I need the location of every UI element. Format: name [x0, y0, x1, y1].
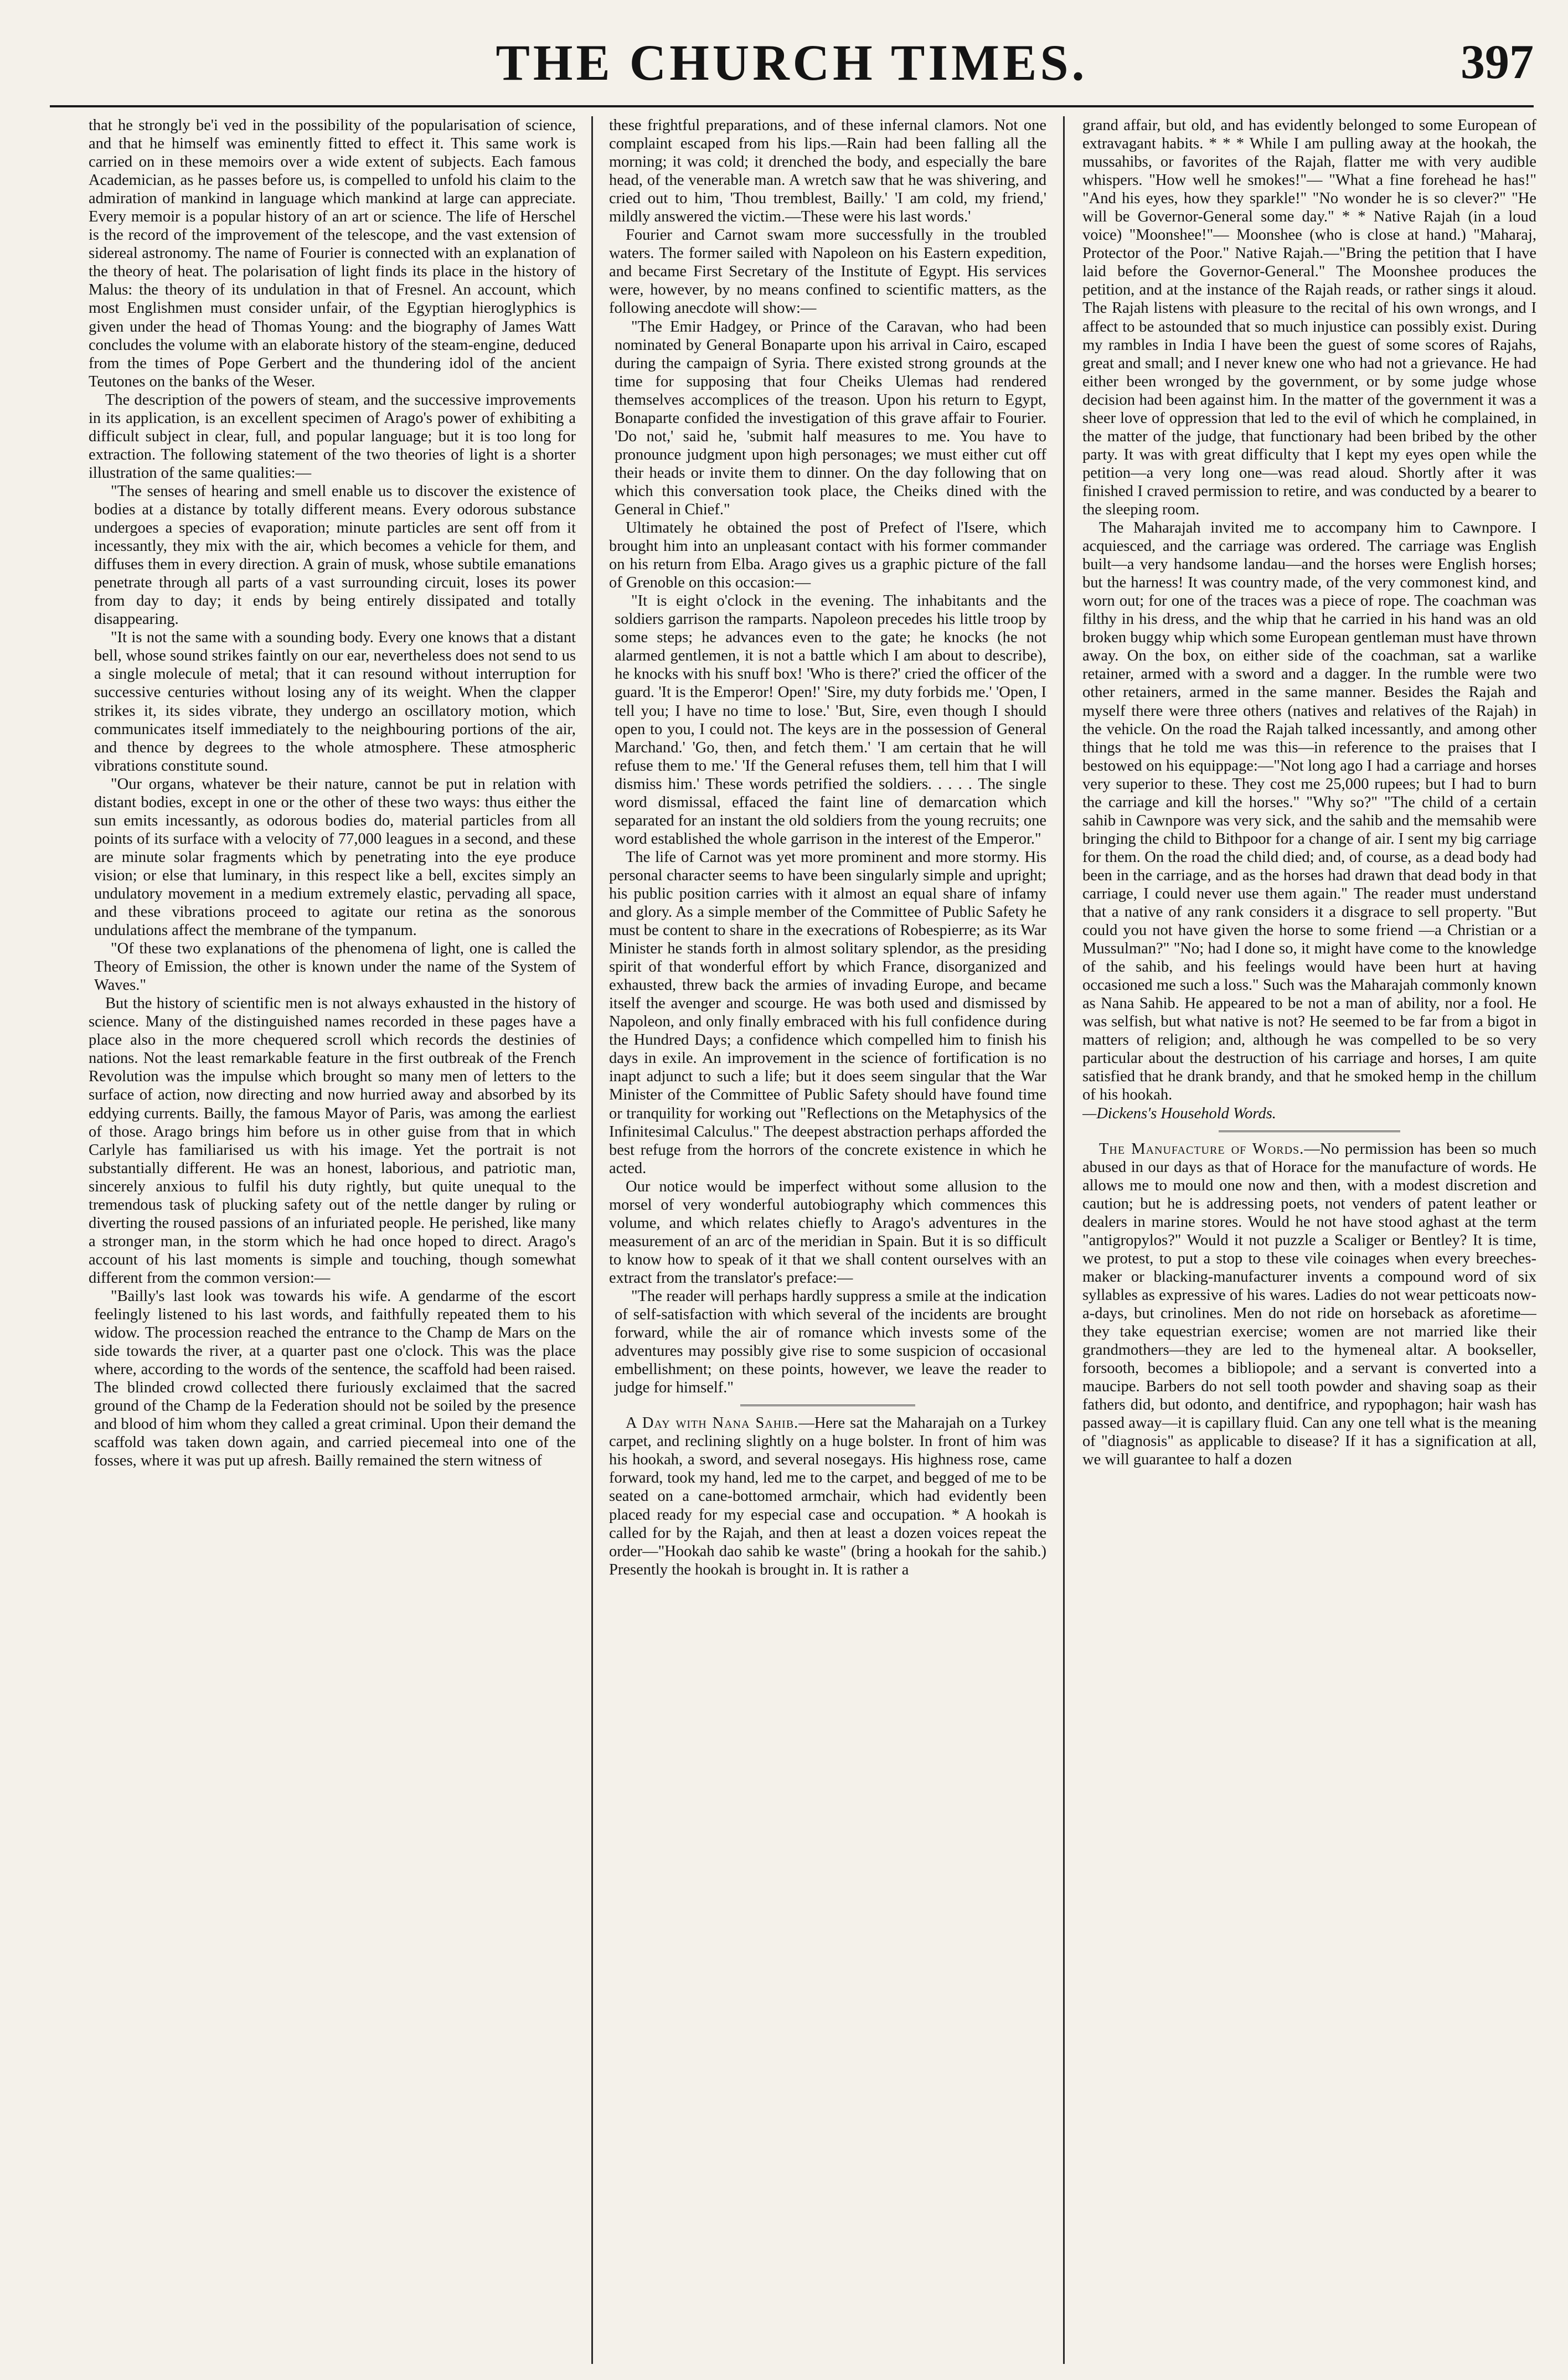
column-left — [89, 116, 576, 2358]
quoted-paragraph: "Bailly's last look was towards his wife. A gendarme of the escort feelingly listened to his last words, and faithfully repeated them to his widow. The procession reached the entrance to the Champ de Mars on the side towards the river, at a quarter past one o'clock. This was the place where, according to the words of the sentence, the scaffold had been raised. The blinded crowd collected there furiously exclaimed that the sacred ground of the Champ de la Federation should not be soiled by the presence and blood of him whom they called a great criminal. Upon their demand the scaffold was taken down again, and carried piecemeal into one of the fosses, where it was put up afresh. Bailly remained the stern witness of — [94, 1288, 576, 1470]
paragraph: that he strongly be'i ved in the possibility of the popularisation of science, and that he himself was eminently fitted to effect it. This same work is carried on in these memoirs over a wide extent of subjects. Each famous Academician, as he passes before us, is compelled to unfold his claim to the admiration of mankind in language which mankind at large can appreciate. Every memoir is a popular history of an art or science. The life of Herschel is the record of the improvement of the telescope, and the vast extension of sidereal astronomy. The name of Fourier is connected with an explanation of the theory of heat. The polarisation of light finds its place in the history of Malus: the theory of its undulation in that of Fresnel. An account, which most Englishmen must consider unfair, of the Egyptian hieroglyphics is given under the head of Thomas Young: and the biography of James Watt concludes the volume with an elaborate history of the steam-engine, deduced from the times of Pope Gerbert and the thundering idol of the ancient Teutones on the banks of the Weser. — [89, 117, 576, 390]
page-number: 397 — [1461, 35, 1534, 89]
article-text: —Here sat the Maharajah on a Turkey carpet, and reclining slightly on a huge bolster. In front of him was his hookah, a sword, and several nosegays. His highness rose, came forward, took my hand, led me to the carpet, and begged of me to be seated on a cane-bottomed armchair, which had evidently been placed ready for my especial case and occupation. * A hookah is called for by the Rajah, and then at least a dozen voices repeat the order—"Hookah dao sahib ke waste" (bring a hookah for the sahib.) Presently the hookah is brought in. It is rather a — [609, 1414, 1046, 1578]
article-heading: The Manufacture of Words. — [1099, 1140, 1304, 1158]
column-divider — [1063, 116, 1065, 2364]
article-paragraph — [1082, 1140, 1536, 1469]
quoted-paragraph: "Our organs, whatever be their nature, cannot be put in relation with distant bodies, except in one or the other of these two ways: thus either the sun emits incessantly, as odorous bodies do, material particles from all points of its surface with a velocity of 77,000 leagues in a second, and these are minute solar fragments which by penetrating into the eye produce vision; or else that luminary, in this respect like a bell, excites simply an undulatory movement in a medium extremely elastic, pervading all space, and these vibrations proceed to agitate our retina as the sonorous undulations affect the membrane of the tympanum. — [94, 775, 576, 939]
section-separator — [740, 1405, 915, 1406]
masthead — [50, 22, 1534, 107]
article-heading: A Day with Nana Sahib. — [626, 1414, 799, 1432]
quoted-paragraph: "The Emir Hadgey, or Prince of the Caravan, who had been nominated by General Bonaparte upon his arrival in Cairo, escaped during the campaign of Syria. There existed strong grounds at the time for supposing that four Cheiks Ulemas had rendered themselves accomplices of the treason. Upon his return to Egypt, Bonaparte confided the investigation of this grave affair to Fourier. 'Do not,' said he, 'submit half measures to me. You have to pronounce judgment upon high personages; we must either cut off their heads or invite them to dinner. On the day following that on which this conversation took place, the Cheiks dined with the General in Chief." — [615, 318, 1046, 518]
paragraph: Ultimately he obtained the post of Prefect of l'Isere, which brought him into an unpleasant contact with his former commander on his return from Elba. Arago gives us a graphic picture of the fall of Grenoble on this occasion:— — [609, 519, 1046, 592]
column-divider — [591, 116, 593, 2364]
quoted-paragraph: "It is not the same with a sounding body. Every one knows that a distant bell, whose sound strikes faintly on our ear, nevertheless does not send to us a single molecule of metal; that it can resound without interruption for successive centuries without losing any of its weight. When the clapper strikes it, its sides vibrate, they undergo an oscillatory motion, which communicates itself immediately to the neighbouring portions of the air, and thence by degrees to the whole atmosphere. These atmospheric vibrations constitute sound. — [94, 629, 576, 775]
quoted-paragraph: "The senses of hearing and smell enable us to discover the existence of bodies at a distance by totally different means. Every odorous substance undergoes a species of evaporation; minute particles are sent off from it incessantly, they mix with the air, which becomes a vehicle for them, and diffuses them in every direction. A grain of musk, whose subtile emanations penetrate through all parts of a vast surrounding circuit, loses its power from day to day; it ends by being entirely dissipated and totally disappearing. — [94, 482, 576, 628]
paragraph: Our notice would be imperfect without some allusion to the morsel of very wonderful autobiography which commences this volume, and which relates chiefly to Arago's adventures in the measurement of an arc of the meridian in Spain. But it is so difficult to know how to speak of it that we shall content ourselves with an extract from the translator's preface:— — [609, 1178, 1046, 1287]
column-middle — [609, 116, 1046, 2358]
paragraph: The description of the powers of steam, and the successive improvements in its application, is an excellent specimen of Arago's power of exhibiting a difficult subject in clear, full, and popular language; but it is too long for extraction. The following statement of the two theories of light is a shorter illustration of the same qualities:— — [89, 391, 576, 482]
paragraph: The life of Carnot was yet more prominent and more stormy. His personal character seems to have been singularly simple and upright; his public position carries with it almost an equal share of infamy and glory. As a simple member of the Committee of Public Safety he must be content to share in the execrations of Robespierre; as its War Minister he stands forth in almost solitary splendor, as the presiding spirit of that wonderful effort by which France, disorganized and exhausted, threw back the armies of invading Europe, and became itself the avenger and scourge. He was both used and dismissed by Napoleon, and only finally embraced with his full confidence during the Hundred Days; a confidence which compelled him to finish his days in exile. An improvement in the science of fortification is no inapt adjunct to such a life; but it does seem singular that the War Minister of the Committee of Public Safety should have found time or tranquility for working out "Reflections on the Metaphysics of the Infinitesimal Calculus." The deepest abstraction perhaps afforded the best refuge from the horrors of the concrete existence in which he acted. — [609, 848, 1046, 1177]
section-separator — [1219, 1130, 1400, 1132]
paragraph: But the history of scientific men is not always exhausted in the history of science. Many of the distinguished names recorded in these pages have a place also in the more chequered scroll which records the destinies of nations. Not the least remarkable feature in the first outbreak of the French Revolution was the impulse which brought so many men of letters to the surface of action, now directing and now hurried away and absorbed by its eddying currents. Bailly, the famous Mayor of Paris, was among the earliest of those. Arago brings him before us in other guise from that in which Carlyle has familiarised us with his image. Yet the portrait is not substantially different. He was an honest, laborious, and patriotic man, sincerely anxious to fulfil his duty rightly, but quite unequal to the tremendous task of plucking safety out of the nettle danger by ruling or diverting the roused passions of an infuriated people. He perished, like many a stronger man, in the storm which he had once hoped to direct. Arago's account of his last moments is simple and touching, though somewhat different from the common version:— — [89, 995, 576, 1287]
quoted-paragraph: "Of these two explanations of the phenomena of light, one is called the Theory of Emission, the other is known under the name of the System of Waves." — [94, 940, 576, 994]
paragraph: The Maharajah invited me to accompany him to Cawnpore. I acquiesced, and the carriage was ordered. The carriage was English built—a very handsome landau—and the horses were English horses; but the harness! It was country made, of the very commonest kind, and worn out; for one of the traces was a piece of rope. The coachman was filthy in his dress, and the whip that he carried in his hand was an old broken buggy whip which some European gentleman must have thrown away. On the box, on either side of the coachman, sat a warlike retainer, armed with a sword and a dagger. In the rumble were two other retainers, armed in the same manner. Besides the Rajah and myself there were three others (natives and relatives of the Rajah) in the vehicle. On the road the Rajah talked incessantly, and among other things that he told me was this—in reference to the praises that I bestowed on his equippage:—"Not long ago I had a carriage and horses very superior to these. They cost me 25,000 rupees; but I had to burn the carriage and kill the horses." "Why so?" "The child of a certain sahib in Cawnpore was very sick, and the sahib and the memsahib were bringing the child to Bithpoor for a change of air. I sent my big carriage for them. On the road the child died; and, of course, as a dead body had been in the carriage, and as the horses had drawn that dead body in that carriage, I could never use them again." The reader must understand that a native of any rank considers it a disgrace to sell property. "But could you not have given the horse to some friend —a Christian or a Mussulman?" "No; had I done so, it might have come to the knowledge of the sahib, and his feelings would have been hurt at having occasioned me such a loss." Such was the Maharajah commonly known as Nana Sahib. He appeared to be not a man of ability, nor a fool. He was selfish, but what native is not? He seemed to be far from a bigot in matters of religion; and, although he was compelled to be so very particular about the destruction of his carriage and horses, I am quite satisfied that he drank brandy, and that he smoked hemp in the chillum of his hookah. — [1082, 519, 1536, 1104]
paragraph: Fourier and Carnot swam more successfully in the troubled waters. The former sailed with Napoleon on his Eastern expedition, and became First Secretary of the Institute of Egypt. His services were, however, by no means confined to scientific matters, as the following anecdote will show:— — [609, 226, 1046, 317]
paragraph: these frightful preparations, and of these infernal clamors. Not one complaint escaped from his lips.—Rain had been falling all the morning; it was cold; it drenched the body, and especially the bare head, of the venerable man. A wretch saw that he was shivering, and cried out to him, 'Thou tremblest, Bailly.' 'I am cold, my friend,' mildly answered the victim.—These were his last words.' — [609, 117, 1046, 226]
quoted-paragraph: "It is eight o'clock in the evening. The inhabitants and the soldiers garrison the ramparts. Napoleon precedes his little troop by some steps; he advances even to the gate; he knocks (he not alarmed gentlemen, it is not a battle which I am about to describe), he knocks with his snuff box! 'Who is there?' cried the officer of the guard. 'It is the Emperor! Open!' 'Sire, my duty forbids me.' 'Open, I tell you; I have no time to lose.' 'But, Sire, even though I should open to you, I could not. The keys are in the possession of General Marchand.' 'Go, then, and fetch them.' 'I am certain that he will refuse them to me.' 'If the General refuses them, tell him that I will dismiss him.' These words petrified the soldiers. . . . . The single word dismissal, effaced the faint line of demarcation which separated for an instant the old soldiers from the young recruits; one word established the whole garrison in the interest of the Emperor." — [615, 592, 1046, 848]
article-paragraph — [609, 1414, 1046, 1578]
article-text: —No permission has been so much abused in our days as that of Horace for the manufacture of words. He allows me to mould one now and then, with a modest discretion and caution; but he is addressing poets, not venders of patent leather or dealers in marine stores. Would he not have stood aghast at the term "antigropylos?" Would it not puzzle a Scaliger or Bentley? It is time, we protest, to put a stop to these vile coinages when every breeches-maker or blacking-manufacturer invents a compound word of six syllables as expressive of his wares. Ladies do not wear petticoats now-a-days, but crinolines. Men do not ride on horseback as aforetime—they take equestrian exercise; women are not married like their grandmothers—they are led to the hymeneal altar. A bookseller, forsooth, becomes a bibliopole; and a servant is converted into a maucipe. Barbers do not sell tooth powder and shaving soap as their fathers did, but odonto, and dentifrice, and rypophagon; hair wash has passed away—it is capillary fluid. Can any one tell what is the meaning of "diagnosis" as applicable to disease? If it has a signification at all, we will guarantee to half a dozen — [1082, 1140, 1536, 1469]
column-right — [1082, 116, 1536, 2358]
newspaper-title: THE CHURCH TIMES. — [496, 34, 1088, 91]
quoted-paragraph: "The reader will perhaps hardly suppress a smile at the indication of self-satisfaction with which several of the incidents are brought forward, while the air of romance which invests some of the adventures may possibly give rise to some suspicion of occasional embellishment; on these points, however, we leave the reader to judge for himself." — [615, 1288, 1046, 1397]
source-credit: —Dickens's Household Words. — [1082, 1104, 1276, 1122]
paragraph: grand affair, but old, and has evidently belonged to some European of extravagant habits. * * * While I am pulling away at the hookah, the mussahibs, or favorites of the Rajah, flatter me with very audible whispers. "How well he smokes!"— "What a fine forehead he has!" "And his eyes, how they sparkle!" "No wonder he is so clever?" "He will be Governor-General some day." * * Native Rajah (in a loud voice) "Moonshee!"— Moonshee (who is close at hand.) "Maharaj, Protector of the Poor." Native Rajah.—"Bring the petition that I have laid before the Governor-General." The Moonshee produces the petition, and at the instance of the Rajah reads, or rather sings it aloud. The Rajah listens with pleasure to the recital of his own wrongs, and I affect to be astounded that so much injustice can possibly exist. During my rambles in India I have been the guest of some scores of Rajahs, great and small; and I never knew one who had not a grievance. He had either been wronged by the government, or by some judge whose decision had been against him. In the matter of the government it was a sheer love of oppression that led to the evil of which he complained, in the matter of the judge, that functionary had been bribed by the other party. It was with great difficulty that I kept my eyes open while the petition—a very long one—was read aloud. Shortly after it was finished I craved permission to retire, and was conducted by a bearer to the sleeping room. — [1082, 117, 1536, 518]
